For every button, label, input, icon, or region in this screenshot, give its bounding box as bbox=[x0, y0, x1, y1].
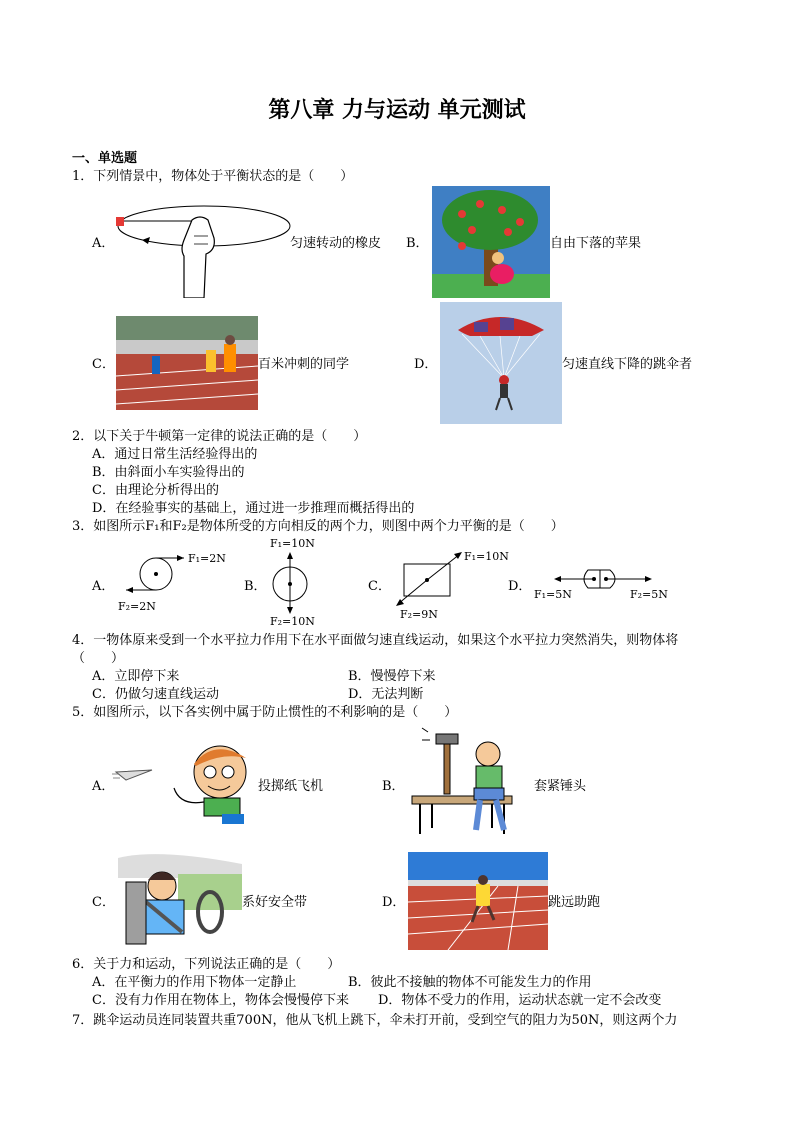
section-heading: 一、单选题 bbox=[72, 151, 138, 166]
q4-option-c: C．仍做匀速直线运动 bbox=[92, 687, 219, 702]
q6-option-b: B．彼此不接触的物体不可能发生力的作用 bbox=[348, 975, 592, 990]
parachutist-illustration bbox=[440, 302, 562, 424]
page-title: 第八章 力与运动 单元测试 bbox=[268, 98, 526, 123]
q1-option-b-label: B． bbox=[406, 236, 429, 251]
q1-option-d-label: D． bbox=[414, 357, 438, 372]
q1-option-b-text: 自由下落的苹果 bbox=[550, 236, 642, 251]
seatbelt-driver-illustration bbox=[118, 852, 242, 948]
q3a-f2-label: F₂=2N bbox=[118, 600, 156, 613]
q5-option-b-label: B． bbox=[382, 779, 405, 794]
q3c-f2-label: F₂=9N bbox=[400, 608, 438, 621]
q2-option-a: A．通过日常生活经验得出的 bbox=[92, 447, 258, 462]
q5-option-c-text: 系好安全带 bbox=[242, 895, 308, 910]
q1-option-c-text: 百米冲刺的同学 bbox=[258, 357, 350, 372]
q5-option-a-label: A． bbox=[92, 779, 115, 794]
q5-option-b-text: 套紧锤头 bbox=[534, 779, 587, 794]
q3b-f2-label: F₂=10N bbox=[270, 615, 315, 626]
force-diagram-b bbox=[256, 536, 336, 626]
q1-option-a-label: A． bbox=[92, 236, 115, 251]
long-jump-runner-photo bbox=[408, 852, 548, 950]
q3c-f1-label: F₁=10N bbox=[464, 550, 509, 563]
q5-option-d-label: D． bbox=[382, 895, 406, 910]
q2-option-b: B．由斜面小车实验得出的 bbox=[92, 465, 245, 480]
force-diagram-c bbox=[392, 546, 522, 622]
q1-option-a-text: 匀速转动的橡皮 bbox=[290, 236, 382, 251]
rotating-eraser-illustration bbox=[112, 198, 292, 298]
question-2-stem: 2．以下关于牛顿第一定律的说法正确的是（ ） bbox=[72, 429, 367, 444]
q3-option-b-label: B． bbox=[244, 579, 267, 594]
question-3-stem: 3．如图所示F₁和F₂是物体所受的方向相反的两个力，则图中两个力平衡的是（ ） bbox=[72, 519, 564, 534]
question-4-stem-cont: （ ） bbox=[72, 651, 125, 666]
q4-option-b: B．慢慢停下来 bbox=[348, 669, 436, 684]
q1-option-c-label: C． bbox=[92, 357, 115, 372]
q5-option-d-text: 跳远助跑 bbox=[548, 895, 601, 910]
q2-option-d: D．在经验事实的基础上，通过进一步推理而概括得出的 bbox=[92, 501, 415, 516]
force-diagram-a bbox=[112, 548, 232, 620]
q5-option-a-text: 投掷纸飞机 bbox=[258, 779, 324, 794]
q3d-f2-label: F₂=5N bbox=[630, 588, 668, 601]
apple-tree-illustration bbox=[432, 186, 550, 298]
q3a-f1-label: F₁=2N bbox=[188, 552, 226, 565]
question-1-stem: 1．下列情景中，物体处于平衡状态的是（ ） bbox=[72, 169, 354, 184]
question-7-stem: 7．跳伞运动员连同装置共重700N，他从飞机上跳下，伞未打开前，受到空气的阻力为50N，则这两个力 bbox=[72, 1013, 678, 1028]
paper-plane-boy-illustration bbox=[112, 742, 258, 826]
q4-option-d: D．无法判断 bbox=[348, 687, 424, 702]
q3d-f1-label: F₁=5N bbox=[534, 588, 572, 601]
q2-option-c: C．由理论分析得出的 bbox=[92, 483, 219, 498]
q6-option-c: C．没有力作用在物体上，物体会慢慢停下来 bbox=[92, 993, 349, 1008]
question-6-stem: 6．关于力和运动，下列说法正确的是（ ） bbox=[72, 957, 341, 972]
hammer-handle-illustration bbox=[408, 726, 534, 838]
q3-option-c-label: C． bbox=[368, 579, 391, 594]
q6-option-a: A．在平衡力的作用下物体一定静止 bbox=[92, 975, 297, 990]
force-diagram-d bbox=[532, 564, 672, 604]
q4-option-a: A．立即停下来 bbox=[92, 669, 180, 684]
q5-option-c-label: C． bbox=[92, 895, 115, 910]
sprinting-students-photo bbox=[116, 316, 258, 410]
question-4-stem: 4．一物体原来受到一个水平拉力作用下在水平面做匀速直线运动，如果这个水平拉力突然消失，则物体将 bbox=[72, 633, 679, 648]
q3b-f1-label: F₁=10N bbox=[270, 537, 315, 550]
question-5-stem: 5．如图所示，以下各实例中属于防止惯性的不利影响的是（ ） bbox=[72, 705, 458, 720]
q3-option-d-label: D． bbox=[508, 579, 532, 594]
q1-option-d-text: 匀速直线下降的跳伞者 bbox=[562, 357, 693, 372]
q6-option-d: D．物体不受力的作用，运动状态就一定不会改变 bbox=[378, 993, 662, 1008]
q3-option-a-label: A． bbox=[92, 579, 115, 594]
